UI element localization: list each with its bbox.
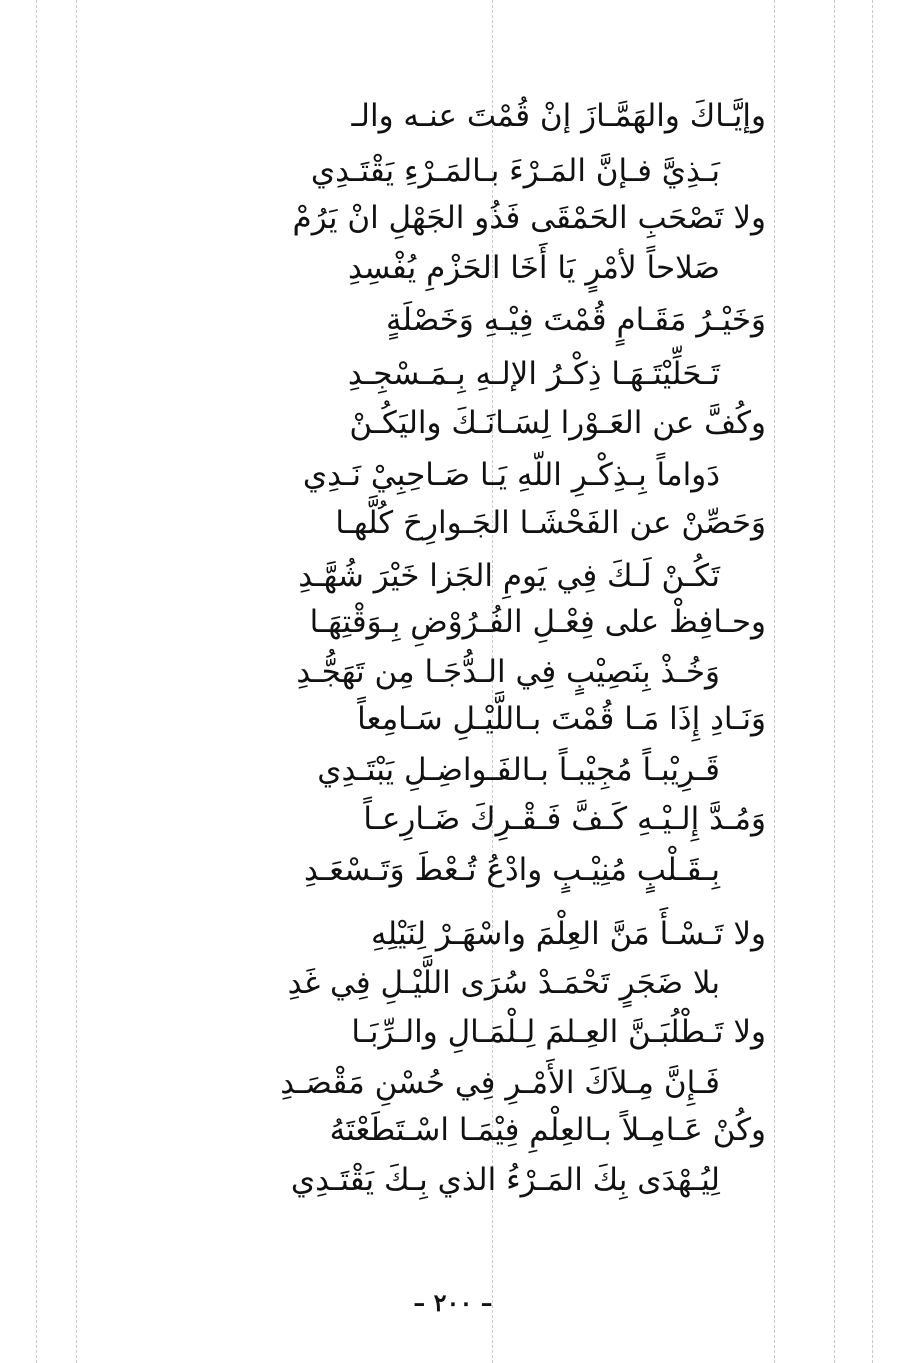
verse-line: وحـافِظْ على فِعْـلِ الفُـرُوْضِ بِـوَقْتِهَـا [309, 604, 766, 640]
verse-line: تَـحَلِّيْتَـهَـا ذِكْـرُ الإلـهِ بِـمَـسْجِـدِ [347, 356, 720, 392]
verse-line: دَواماً بِـذِكْـرِ اللّهِ يَـا صَـاحِبِيْ نَـدِي [302, 457, 720, 493]
verse-line: صَلاحاً لأمْرٍ يَا أَخَا الحَزْمِ يُفْسِدِ [348, 250, 720, 286]
verse-line: وَمُـدَّ إِلـيْـهِ كَـفَّ فَـقْـرِكَ ضَـارِعـاً [363, 801, 766, 837]
page-number: – ٢٠٠ – [413, 1288, 493, 1317]
verse-line: فَـإِنَّ مِـلاَكَ الأَمْـرِ فِي حُسْنِ مَقْصَـدِ [280, 1065, 720, 1101]
verse-line: وَخَيْـرُ مَقَـامٍ قُمْتَ فِيْـهِ وَخَصْلَةٍ [385, 302, 766, 338]
verse-line: وَخُـذْ بِنَصِيْبٍ فِي الـدُّجَـا مِن تَهَجُّـدِ [296, 654, 720, 690]
verse-line: ولا تَـطْلُبَـنَّ العِـلمَ لِـلْمَـالِ والـرِّبَـا [351, 1014, 766, 1050]
verse-line: وَنَـادِ إِذَا مَـا قُمْتَ بـاللَّيْـلِ سَـامِعاً [357, 701, 766, 737]
verse-line: وَحَصِّنْ عن الفَحْشَـا الجَـوارِحَ كُلَّهـا [335, 505, 766, 541]
verse-line: تَكُـنْ لَـكَ فِي يَومِ الجَزا خَيْرَ شُهَّـدِ [298, 558, 720, 594]
verse-line: وكُفَّ عن العَـوْرا لِسَـانَـكَ واليَكُـنْ [349, 405, 766, 441]
verse-line: وكُنْ عَـامِـلاً بـالعِلْمِ فِيْمَـا اسْـتَطَعْتَهُ [329, 1112, 766, 1148]
verse-line: وإيَّـاكَ والهَمَّـازَ إنْ قُمْتَ عنـه والـ [351, 98, 766, 134]
verse-line: بِـقَـلْبٍ مُنِيْـبٍ وادْعُ تُـعْطَ وَتَـسْعَـدِ [303, 852, 720, 888]
verse-line: قَـرِيْبـاً مُجِيْبـاً بـالفَـواضِـلِ يَبْتَـدِي [317, 752, 720, 788]
verse-line: لِيُـهْدَى بِكَ المَـرْءُ الذي بِـكَ يَقْتَـدِي [290, 1162, 720, 1198]
verse-line: بلا ضَجَرٍ تَحْمَـدْ سُرَى اللَّيْـلِ فِي غَدِ [287, 965, 720, 1001]
verse-line: ولا تَصْحَبِ الحَمْقَى فَذُو الجَهْلِ انْ يَرُمْ [292, 200, 766, 236]
verse-line: ولا تَـسْـأَ مَنَّ العِلْمَ واسْهَـرْ لِنَيْلِهِ [371, 916, 766, 952]
verse-line: بَـذِيَّ فـإنَّ المَـرْءَ بـالمَـرْءِ يَقْتَـدِي [310, 153, 720, 189]
